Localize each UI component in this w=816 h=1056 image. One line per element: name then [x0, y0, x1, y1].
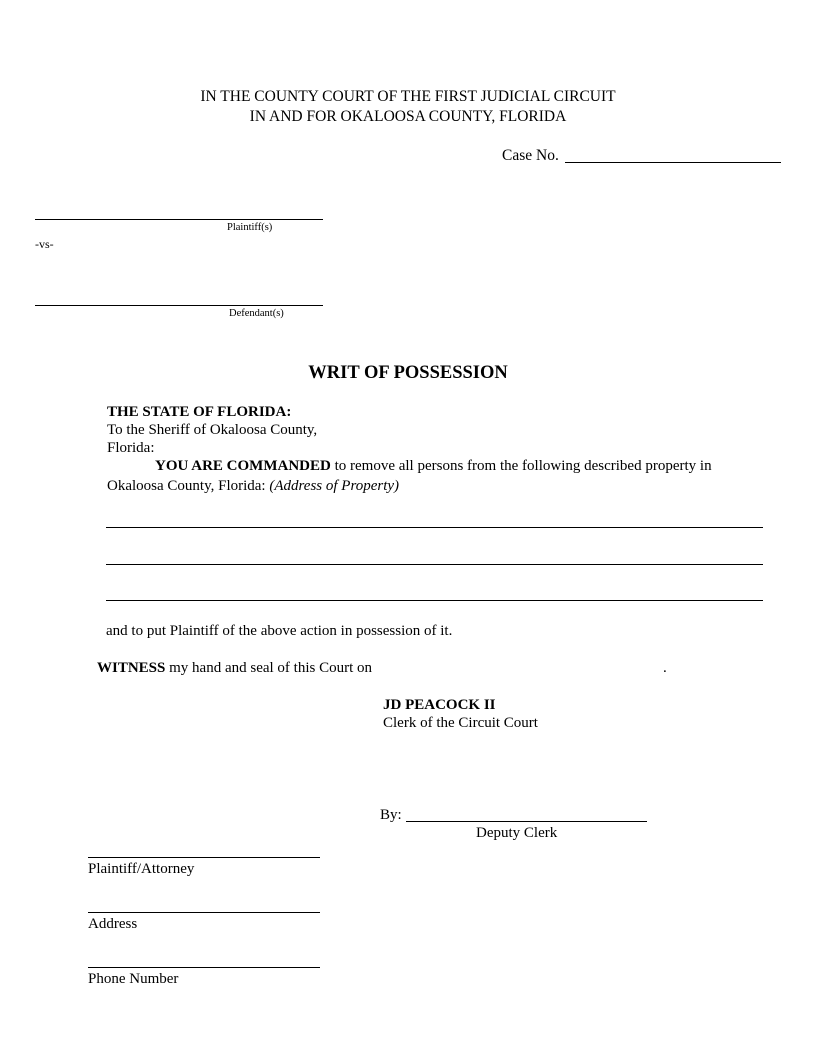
florida-line: Florida: — [107, 440, 155, 456]
case-no-label: Case No. — [502, 147, 559, 164]
possession-line: and to put Plaintiff of the above action in possession of it. — [106, 623, 453, 639]
clerk-name: JD PEACOCK II — [383, 697, 496, 713]
by-label: By: — [380, 807, 402, 823]
address-line-1[interactable] — [106, 527, 763, 528]
defendant-label: Defendant(s) — [229, 308, 284, 319]
plaintiff-label: Plaintiff(s) — [227, 222, 273, 233]
case-no-field[interactable] — [565, 162, 781, 163]
address-hint: (Address of Property) — [269, 478, 400, 494]
phone-label: Phone Number — [88, 971, 179, 987]
attorney-label: Plaintiff/Attorney — [88, 861, 195, 877]
commanded-bold: YOU ARE COMMANDED — [155, 458, 331, 474]
witness-rest: my hand and seal of this Court on — [169, 660, 373, 676]
address-line-2[interactable] — [106, 564, 763, 565]
state-heading: THE STATE OF FLORIDA: — [107, 404, 292, 420]
court-heading-line-2: IN AND FOR OKALOOSA COUNTY, FLORIDA — [249, 108, 567, 125]
plaintiff-name-line[interactable] — [35, 219, 323, 220]
deputy-signature-line[interactable] — [406, 821, 647, 822]
witness-line — [97, 659, 372, 677]
deputy-clerk-label: Deputy Clerk — [476, 825, 558, 841]
county-text: Okaloosa County, Florida: — [107, 478, 266, 494]
document-title: WRIT OF POSSESSION — [308, 363, 508, 383]
attorney-signature-line[interactable] — [88, 857, 320, 858]
versus-label: -vs- — [35, 237, 54, 251]
sheriff-line: To the Sheriff of Okaloosa County, — [107, 422, 318, 438]
address-label: Address — [88, 916, 138, 932]
court-heading-line-1: IN THE COUNTY COURT OF THE FIRST JUDICIAL CIRCUIT — [200, 88, 616, 105]
phone-signature-line[interactable] — [88, 967, 320, 968]
county-line — [107, 477, 399, 495]
witness-period: . — [663, 660, 667, 676]
witness-bold: WITNESS — [97, 660, 166, 676]
address-line-3[interactable] — [106, 600, 763, 601]
clerk-title: Clerk of the Circuit Court — [383, 715, 538, 731]
commanded-rest: to remove all persons from the following described property in — [334, 458, 712, 474]
defendant-name-line[interactable] — [35, 305, 323, 306]
commanded-paragraph — [155, 457, 712, 475]
address-signature-line[interactable] — [88, 912, 320, 913]
